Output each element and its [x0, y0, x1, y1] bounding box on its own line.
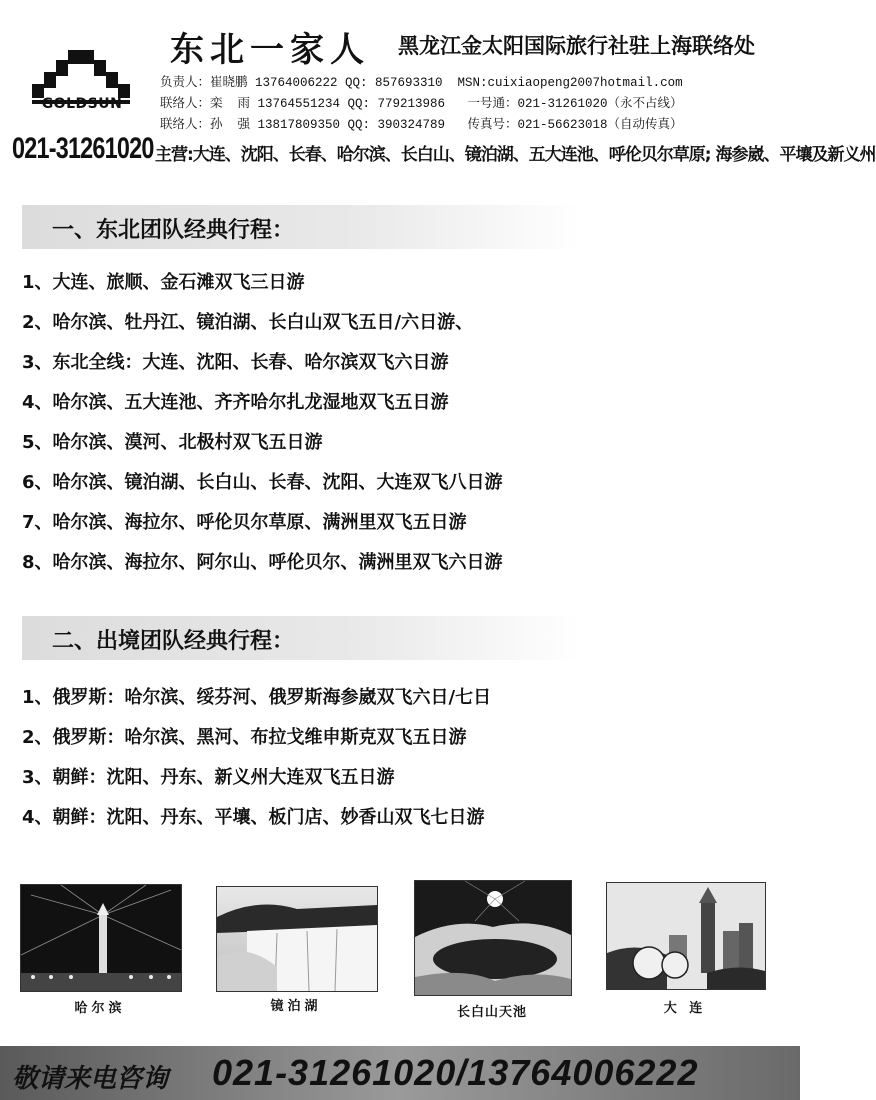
photo-caption: 长白山天池	[456, 1005, 527, 1020]
itinerary-item: 2、俄罗斯：哈尔滨、黑河、布拉戈维申斯克双飞五日游	[22, 727, 467, 748]
harbin-night-photo	[20, 884, 182, 992]
photo-caption: 大 连	[663, 1001, 707, 1016]
section-header-domestic	[22, 205, 582, 249]
footer-label: 敬请来电咨询	[12, 1064, 169, 1094]
section-title: 二、出境团队经典行程：	[52, 629, 295, 654]
contact-row-2: 联络人：栾 雨 13764551234 QQ: 779213986 一号通：021-31261020（永不占线）	[160, 97, 683, 111]
itinerary-item: 2、哈尔滨、牡丹江、镜泊湖、长白山双飞五日/六日游、	[22, 312, 474, 333]
section-header-outbound	[22, 616, 582, 660]
agency-name: 黑龙江金太阳国际旅行社驻上海联络处	[398, 34, 755, 58]
contact-row-3: 联络人：孙 强 13817809350 QQ: 390324789 传真号：021-56623018（自动传真）	[160, 118, 683, 132]
itinerary-item: 6、哈尔滨、镜泊湖、长白山、长春、沈阳、大连双飞八日游	[22, 472, 503, 493]
itinerary-item: 7、哈尔滨、海拉尔、呼伦贝尔草原、满洲里双飞五日游	[22, 512, 467, 533]
contact-row-1: 负责人：崔晓鹏 13764006222 QQ: 857693310 MSN:cuixiaopeng2007hotmail.com	[160, 76, 683, 90]
dalian-city-photo	[606, 882, 766, 990]
itinerary-item: 5、哈尔滨、漠河、北极村双飞五日游	[22, 432, 323, 453]
photo-caption: 哈尔滨	[74, 1001, 126, 1016]
jingpo-lake-waterfall-photo	[216, 886, 378, 992]
logo-text: GOLDSUN	[41, 96, 123, 112]
itinerary-item: 4、哈尔滨、五大连池、齐齐哈尔扎龙湿地双飞五日游	[22, 392, 449, 413]
changbai-tianchi-photo	[414, 880, 572, 996]
itinerary-item: 3、朝鲜：沈阳、丹东、新义州大连双飞五日游	[22, 767, 395, 788]
itinerary-item: 1、俄罗斯：哈尔滨、绥芬河、俄罗斯海参崴双飞六日/七日	[22, 687, 492, 708]
brand-title: 东北一家人	[170, 30, 370, 70]
section-title: 一、东北团队经典行程：	[52, 218, 295, 243]
itinerary-item: 4、朝鲜：沈阳、丹东、平壤、板门店、妙香山双飞七日游	[22, 807, 485, 828]
itinerary-item: 3、东北全线：大连、沈阳、长春、哈尔滨双飞六日游	[22, 352, 449, 373]
itinerary-item: 1、大连、旅顺、金石滩双飞三日游	[22, 272, 305, 293]
footer-phone: 021-31261020/13764006222	[212, 1052, 699, 1093]
hotline-number: 021-31261020	[12, 132, 154, 165]
photo-caption: 镜泊湖	[270, 999, 322, 1014]
itinerary-item: 8、哈尔滨、海拉尔、阿尔山、呼伦贝尔、满洲里双飞六日游	[22, 552, 503, 573]
business-scope: 主营:大连、沈阳、长春、哈尔滨、长白山、镜泊湖、五大连池、呼伦贝尔草原; 海参崴、平壤及新义州	[155, 145, 876, 165]
